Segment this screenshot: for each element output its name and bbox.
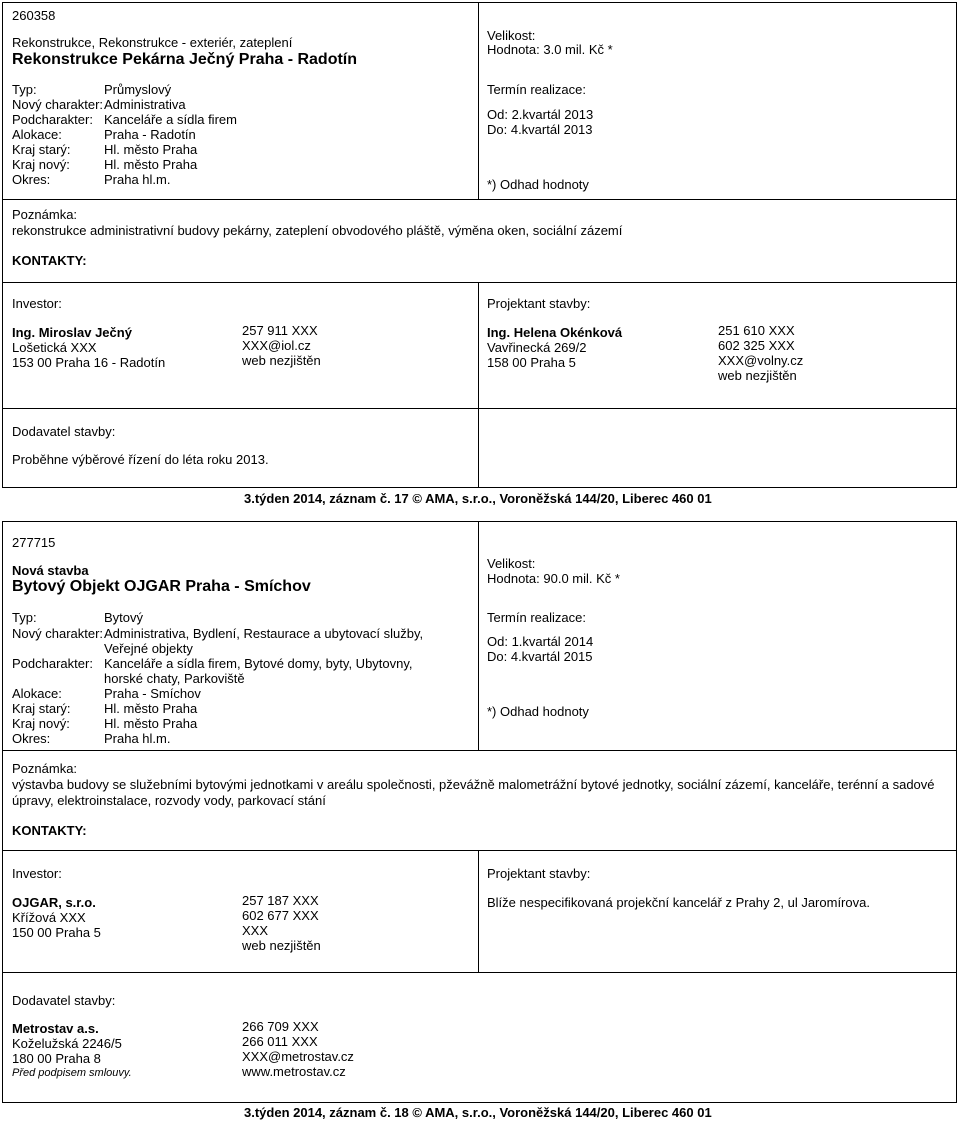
supplier-label: Dodavatel stavby: (12, 424, 116, 439)
size-label: Velikost: (487, 556, 536, 571)
field-value: Průmyslový (104, 82, 172, 97)
field-label: Nový charakter: (12, 626, 104, 641)
record-id: 260358 (12, 8, 56, 23)
record-2-contacts-divider (478, 850, 479, 972)
note-text: rekonstrukce administrativní budovy pekárny, zateplení obvodového pláště, výměna oken, sociální zázemí (12, 223, 623, 238)
field-label: Alokace: (12, 686, 62, 701)
field-value: Kanceláře a sídla firem, Bytové domy, byty, Ubytovny, (104, 656, 413, 671)
field-value-cont: Veřejné objekty (104, 641, 193, 656)
supplier-phone: 266 709 XXX (242, 1019, 319, 1034)
field-value: Hl. město Praha (104, 142, 198, 157)
term-label: Termín realizace: (487, 610, 586, 625)
investor-label: Investor: (12, 866, 62, 881)
field-value: Praha - Smíchov (104, 686, 201, 701)
designer-email: XXX@volny.cz (718, 353, 804, 368)
estimate-note: *) Odhad hodnoty (487, 704, 589, 719)
field-value: Praha hl.m. (104, 731, 171, 746)
contacts-label: KONTAKTY: (12, 253, 87, 268)
term-from: Od: 2.kvartál 2013 (487, 107, 594, 122)
record-2-note-rule (2, 750, 957, 751)
field-label: Kraj starý: (12, 142, 71, 157)
term-to: Do: 4.kvartál 2015 (487, 649, 593, 664)
field-label: Kraj nový: (12, 716, 70, 731)
designer-name: Ing. Helena Okénková (487, 325, 623, 340)
field-label: Typ: (12, 610, 37, 625)
record-title: Bytový Objekt OJGAR Praha - Smíchov (12, 578, 311, 595)
field-label: Podcharakter: (12, 112, 93, 127)
term-label: Termín realizace: (487, 82, 586, 97)
field-value: Hl. město Praha (104, 701, 198, 716)
record-title: Rekonstrukce Pekárna Ječný Praha - Radotín (12, 51, 358, 68)
record-1-contacts-rule (2, 282, 957, 283)
record-id: 277715 (12, 535, 56, 550)
field-label: Kraj nový: (12, 157, 70, 172)
field-value: Praha hl.m. (104, 172, 171, 187)
record-1-supplier-divider (478, 408, 479, 488)
field-label: Podcharakter: (12, 656, 93, 671)
field-value: Administrativa, Bydlení, Restaurace a ubytovací služby, (104, 626, 424, 641)
field-label: Alokace: (12, 127, 62, 142)
investor-email: XXX@iol.cz (242, 338, 311, 353)
designer-address: Vavřinecká 269/2 (487, 340, 587, 355)
record-2-supplier-rule (2, 972, 957, 973)
designer-label: Projektant stavby: (487, 866, 591, 881)
designer-city: 158 00 Praha 5 (487, 355, 576, 370)
supplier-name: Metrostav a.s. (12, 1021, 99, 1036)
supplier-web: www.metrostav.cz (242, 1064, 346, 1079)
field-value: Hl. město Praha (104, 716, 198, 731)
size-value: Hodnota: 90.0 mil. Kč * (487, 571, 620, 586)
supplier-city: 180 00 Praha 8 (12, 1051, 101, 1066)
record-1-frame (2, 2, 957, 488)
field-value: Hl. město Praha (104, 157, 198, 172)
field-label: Typ: (12, 82, 37, 97)
record-2-frame (2, 521, 957, 1103)
size-value: Hodnota: 3.0 mil. Kč * (487, 42, 613, 57)
investor-web: web nezjištěn (242, 938, 321, 953)
note-text-line2: úpravy, elektroinstalace, rozvody vody, parkovací stání (12, 793, 326, 808)
investor-email: XXX (242, 923, 269, 938)
investor-web: web nezjištěn (242, 353, 321, 368)
supplier-label: Dodavatel stavby: (12, 993, 116, 1008)
investor-city: 150 00 Praha 5 (12, 925, 101, 940)
term-to: Do: 4.kvartál 2013 (487, 122, 593, 137)
record-category: Nová stavba (12, 563, 89, 578)
term-from: Od: 1.kvartál 2014 (487, 634, 594, 649)
investor-name: OJGAR, s.r.o. (12, 895, 96, 910)
field-label: Okres: (12, 172, 51, 187)
investor-city: 153 00 Praha 16 - Radotín (12, 355, 166, 370)
note-label: Poznámka: (12, 761, 78, 776)
record-2-contacts-rule (2, 850, 957, 851)
record-category: Rekonstrukce, Rekonstrukce - exteriér, zateplení (12, 35, 293, 50)
investor-address: Křížová XXX (12, 910, 86, 925)
note-text-line1: výstavba budovy se služebními bytovými jednotkami v areálu společnosti, pževážně malometrážní bytové jednotky, sociální zázemí, kanceláře, terénní a sadové (12, 777, 935, 792)
record-1-top-divider (478, 2, 479, 199)
designer-text: Blíže nespecifikovaná projekční kancelář z Prahy 2, ul Jaromírova. (487, 895, 870, 910)
investor-mobile: 602 677 XXX (242, 908, 319, 923)
designer-mobile: 602 325 XXX (718, 338, 795, 353)
size-label: Velikost: (487, 28, 536, 43)
record-1-note-rule (2, 199, 957, 200)
investor-phone: 257 187 XXX (242, 893, 319, 908)
record-1-contacts-divider (478, 282, 479, 408)
designer-label: Projektant stavby: (487, 296, 591, 311)
supplier-note: Před podpisem smlouvy. (12, 1067, 132, 1079)
record-footer: 3.týden 2014, záznam č. 17 © AMA, s.r.o., Voroněžská 144/20, Liberec 460 01 (244, 491, 712, 506)
investor-name: Ing. Miroslav Ječný (12, 325, 132, 340)
field-value: Praha - Radotín (104, 127, 196, 142)
supplier-phone-2: 266 011 XXX (242, 1034, 318, 1049)
contacts-label: KONTAKTY: (12, 823, 87, 838)
field-label: Nový charakter: (12, 97, 104, 112)
estimate-note: *) Odhad hodnoty (487, 177, 589, 192)
field-value: Administrativa (104, 97, 186, 112)
supplier-text: Proběhne výběrové řízení do léta roku 2013. (12, 452, 269, 467)
designer-web: web nezjištěn (718, 368, 797, 383)
designer-phone: 251 610 XXX (718, 323, 795, 338)
field-label: Kraj starý: (12, 701, 71, 716)
record-2-top-divider (478, 521, 479, 750)
field-label: Okres: (12, 731, 51, 746)
field-value: Bytový (104, 610, 144, 625)
investor-phone: 257 911 XXX (242, 323, 318, 338)
supplier-email: XXX@metrostav.cz (242, 1049, 354, 1064)
field-value-cont: horské chaty, Parkoviště (104, 671, 245, 686)
supplier-address: Koželužská 2246/5 (12, 1036, 122, 1051)
investor-label: Investor: (12, 296, 62, 311)
field-value: Kanceláře a sídla firem (104, 112, 237, 127)
record-footer: 3.týden 2014, záznam č. 18 © AMA, s.r.o., Voroněžská 144/20, Liberec 460 01 (244, 1105, 712, 1120)
record-1-supplier-rule (2, 408, 957, 409)
note-label: Poznámka: (12, 207, 78, 222)
investor-address: Lošetická XXX (12, 340, 97, 355)
